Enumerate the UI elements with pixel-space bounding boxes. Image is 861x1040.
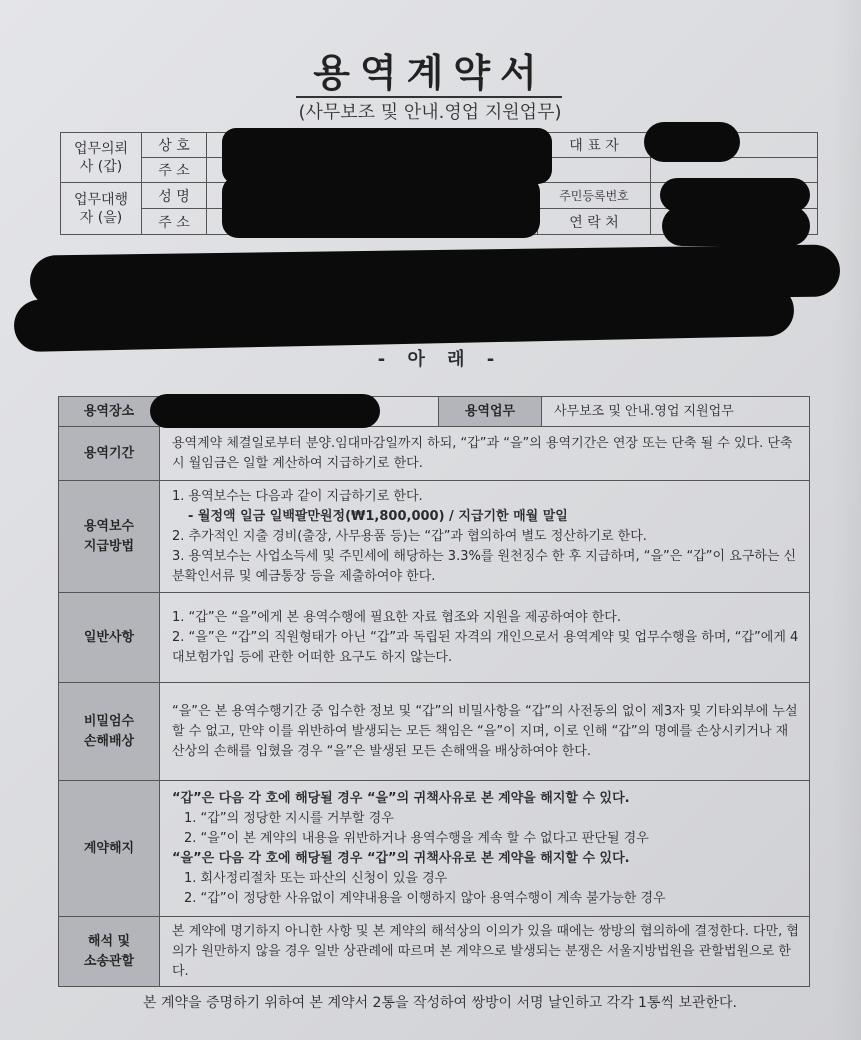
payment-item-2: 2. 추가적인 지출 경비(출장, 사무용품 등)는 “갑”과 협의하여 별도 정산하기로 한다. <box>172 528 647 544</box>
payment-item-1-sub: - 월정액 일금 일백팔만원정(₩1,800,000) / 지급기한 매월 말일 <box>188 508 568 524</box>
dispute-label: 해석 및 소송관할 <box>59 917 160 987</box>
redaction-place <box>150 394 380 428</box>
place-label: 용역장소 <box>59 397 160 427</box>
payment-item-1: 1. 용역보수는 다음과 같이 지급하기로 한다. <box>172 488 423 504</box>
termination-heading-a: “갑”은 다음 각 호에 해당될 경우 “을”의 귀책사유로 본 계약을 해지할 수 있다. <box>172 790 630 806</box>
address-label-a: 주 소 <box>142 158 207 183</box>
page-edge-shadow <box>831 0 861 1040</box>
general-item-2: 2. “을”은 “갑”의 직원형태가 아닌 “갑”과 독립된 자격의 개인으로서 용역계약 및 업무수행을 하며, “갑”에게 4대보험가입 등에 관한 어떠한 요구도 하지 않는다. <box>172 629 799 665</box>
dispute-text: 본 계약에 명기하지 아니한 사항 및 본 계약의 해석상의 이의가 있을 때에는 쌍방의 협의하에 결정한다. 다만, 협의가 원만하지 않을 경우 일반 상관례에 따르며 본 계약으로 발생되는 분쟁은 서울지방법원을 관할법원으로 한다. <box>160 917 810 987</box>
name-label: 성 명 <box>142 183 207 209</box>
document-title: 용역계약서 <box>313 50 547 95</box>
period-label: 용역기간 <box>59 427 160 481</box>
party-a-label: 업무의뢰 사 (갑) <box>61 133 142 183</box>
secrecy-text: “을”은 본 용역수행기간 중 입수한 정보 및 “갑”의 비밀사항을 “갑”의 사전동의 없이 제3자 및 기타외부에 누설할 수 없고, 만약 이를 위반하여 발생되는 모든 책임은 “을”이 지며, 이로 인해 “갑”의 명예를 손상시키거나 재산상의 손해를 입혔을 경우 “을”은 발생된 모든 손해액을 배상하여야 한다. <box>160 683 810 781</box>
party-b-label: 업무대행 자 (을) <box>61 183 142 235</box>
termination-item-a2: 2. “을”이 본 계약의 내용을 위반하거나 용역수행을 계속 할 수 없다고 판단될 경우 <box>184 830 649 846</box>
general-content <box>160 593 810 683</box>
payment-item-3: 3. 용역보수는 사업소득세 및 주민세에 해당하는 3.3%를 원천징수 한 후 지급하며, “을”은 “갑”이 요구하는 신분확인서류 및 예금통장 등을 제출하여야 한다. <box>172 548 797 584</box>
work-value: 사무보조 및 안내.영업 지원업무 <box>542 397 810 427</box>
payment-content <box>160 481 810 593</box>
company-label: 상 호 <box>142 133 207 158</box>
termination-item-b1: 1. 회사정리절차 또는 파산의 신청이 있을 경우 <box>184 870 448 886</box>
termination-label: 계약해지 <box>59 781 160 917</box>
redaction-name <box>222 176 540 238</box>
termination-item-b2: 2. “갑”이 정당한 사유없이 계약내용을 이행하지 않아 용역수행이 계속 불가능한 경우 <box>184 890 666 906</box>
termination-heading-b: “을”은 다음 각 호에 해당될 경우 “갑”의 귀책사유로 본 계약을 해지할 수 있다. <box>172 850 630 866</box>
representative-label: 대 표 자 <box>538 133 651 158</box>
redaction-contact <box>662 206 810 246</box>
resident-no-label: 주민등록번호 <box>538 183 651 209</box>
termination-content <box>160 781 810 917</box>
document-subtitle: (사무보조 및 안내.영업 지원업무) <box>298 102 562 123</box>
blank-cell-a <box>538 158 651 183</box>
termination-item-a1: 1. “갑”의 정당한 지시를 거부할 경우 <box>184 810 394 826</box>
contract-terms-table <box>58 396 810 987</box>
separator-heading: - 아 래 - <box>377 349 503 370</box>
address-label-b: 주 소 <box>142 209 207 235</box>
closing-statement: 본 계약을 증명하기 위하여 본 계약서 2통을 작성하여 쌍방이 서명 날인하고 각각 1통씩 보관한다. <box>142 995 738 1011</box>
payment-label: 용역보수 지급방법 <box>59 481 160 593</box>
secrecy-label: 비밀엄수 손해배상 <box>59 683 160 781</box>
redaction-representative <box>644 122 740 162</box>
work-label: 용역업무 <box>439 397 542 427</box>
contact-label: 연 락 처 <box>538 209 651 235</box>
period-text: 용역계약 체결일로부터 분양.임대마감일까지 하되, “갑”과 “을”의 용역기간은 연장 또는 단축 될 수 있다. 단축 시 월임금은 일할 계산하여 지급하기로 한다. <box>160 427 810 481</box>
general-label: 일반사항 <box>59 593 160 683</box>
general-item-1: 1. “갑”은 “을”에게 본 용역수행에 필요한 자료 협조와 지원을 제공하여야 한다. <box>172 609 621 625</box>
